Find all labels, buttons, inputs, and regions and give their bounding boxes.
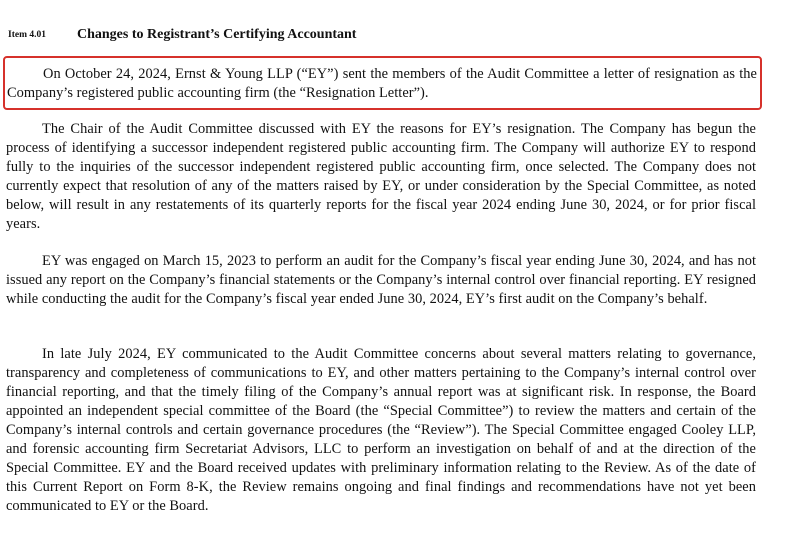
item-number: Item 4.01: [8, 30, 46, 40]
paragraph-resignation-letter: On October 24, 2024, Ernst & Young LLP (“EY”) sent the members of the Audit Committee a letter of resignation as the Company’s registered public accounting firm (the “Resignation Letter”).: [7, 66, 757, 101]
section-header: [8, 27, 788, 47]
section-title: Changes to Registrant’s Certifying Accountant: [77, 27, 357, 42]
paragraph-ey-engagement: EY was engaged on March 15, 2023 to perform an audit for the Company’s fiscal year ending June 30, 2024, and has not issued any report on the Company’s financial statements or the Company’s internal control over financial reporting. EY resigned while conducting the audit for the Company’s fiscal year ended June 30, 2024, EY’s first audit on the Company’s behalf.: [6, 253, 756, 307]
paragraph-audit-committee-discussion: The Chair of the Audit Committee discussed with EY the reasons for EY’s resignation. The Company has begun the process of identifying a successor independent registered public accounting firm. The Company will authorize EY to respond fully to the inquiries of the successor independent registered public accounting firm, once selected. The Company does not currently expect that resolution of any of the matters raised by EY, or under consideration by the Special Committee, as noted below, will result in any restatements of its quarterly reports for the fiscal year 2024 ending June 30, 2024, or for prior fiscal years.: [6, 121, 756, 232]
paragraph-special-committee-review: In late July 2024, EY communicated to the Audit Committee concerns about several matters relating to governance, transparency and completeness of communications to EY, and other matters pertaining to the Company’s internal control over financial reporting, and that the timely filing of the Company’s annual report was at significant risk. In response, the Board appointed an independent special committee of the Board (the “Special Committee”) to review the matters and certain of the Company’s internal controls and certain governance procedures (the “Review”). The Special Committee engaged Cooley LLP, and forensic accounting firm Secretariat Advisors, LLC to perform an investigation on behalf of and at the direction of the Special Committee. EY and the Board received updates with preliminary information relating to the Review. As of the date of this Current Report on Form 8-K, the Review remains ongoing and final findings and recommendations have not yet been communicated to EY or the Board.: [6, 346, 756, 514]
